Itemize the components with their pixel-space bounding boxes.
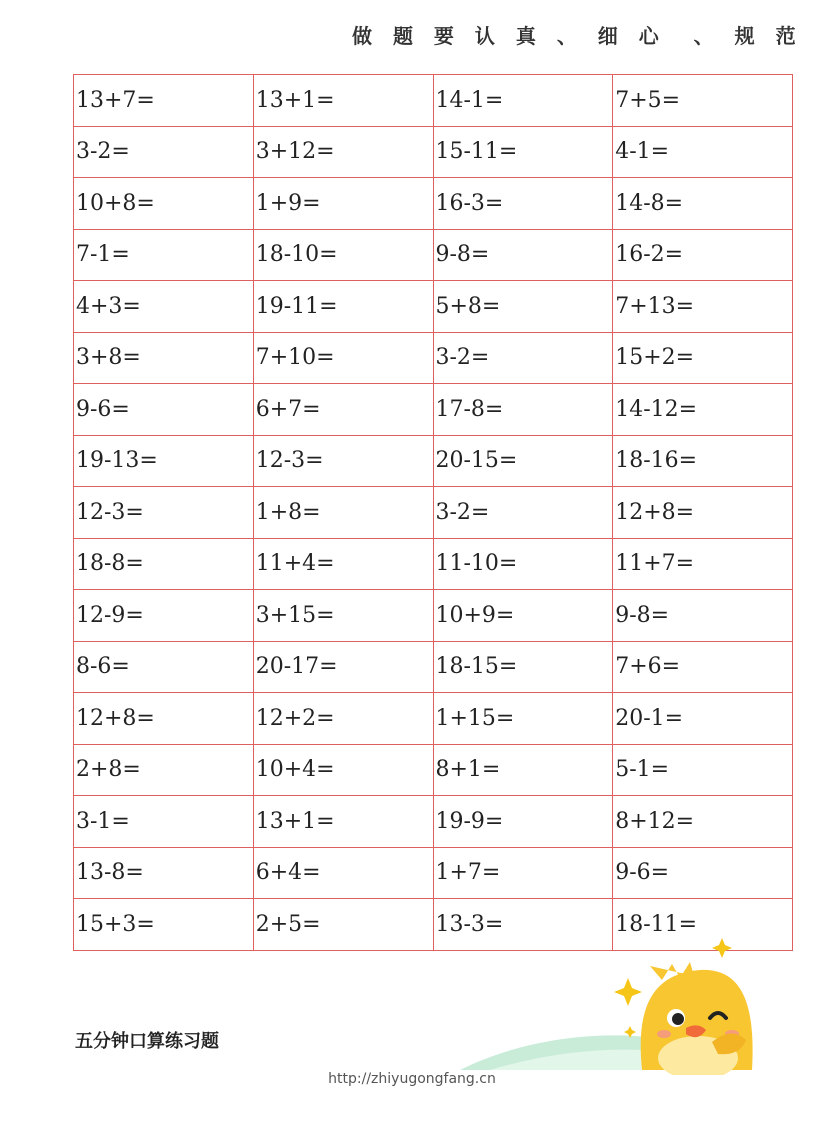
- problem-cell: 6+7=: [253, 384, 433, 436]
- table-row: [74, 126, 793, 178]
- table-row: [74, 384, 793, 436]
- footer-url: http://zhiyugongfang.cn: [328, 1071, 496, 1087]
- problem-cell: 8+1=: [433, 744, 613, 796]
- problem-cell: 5+8=: [433, 281, 613, 333]
- problem-cell: 16-2=: [613, 229, 793, 281]
- problem-cell: 4+3=: [74, 281, 254, 333]
- table-row: [74, 229, 793, 281]
- problem-cell: 12+8=: [613, 487, 793, 539]
- problem-cell: 12-3=: [74, 487, 254, 539]
- problem-cell: 6+4=: [253, 847, 433, 899]
- table-row: [74, 435, 793, 487]
- problem-cell: 1+7=: [433, 847, 613, 899]
- problem-cell: 12-9=: [74, 590, 254, 642]
- problem-cell: 14-1=: [433, 75, 613, 127]
- header-motto: 做 题 要 认 真 、 细 心 、 规 范: [352, 24, 803, 48]
- problem-cell: 18-16=: [613, 435, 793, 487]
- problem-cell: 9-8=: [613, 590, 793, 642]
- problem-cell: 1+15=: [433, 693, 613, 745]
- problem-cell: 4-1=: [613, 126, 793, 178]
- problem-cell: 3+8=: [74, 332, 254, 384]
- problem-cell: 18-11=: [613, 899, 793, 951]
- problem-cell: 8-6=: [74, 641, 254, 693]
- problem-cell: 7+6=: [613, 641, 793, 693]
- problem-cell: 13-8=: [74, 847, 254, 899]
- problem-cell: 19-9=: [433, 796, 613, 848]
- table-row: [74, 847, 793, 899]
- problem-cell: 1+8=: [253, 487, 433, 539]
- table-row: [74, 538, 793, 590]
- table-row: [74, 281, 793, 333]
- table-row: [74, 796, 793, 848]
- table-row: [74, 693, 793, 745]
- problem-cell: 10+4=: [253, 744, 433, 796]
- problem-cell: 10+8=: [74, 178, 254, 230]
- problem-cell: 15-11=: [433, 126, 613, 178]
- problem-cell: 5-1=: [613, 744, 793, 796]
- problem-cell: 12-3=: [253, 435, 433, 487]
- problem-cell: 13+1=: [253, 796, 433, 848]
- problem-cell: 9-6=: [613, 847, 793, 899]
- problem-cell: 13-3=: [433, 899, 613, 951]
- yellow-chick-mascot-icon: [450, 930, 770, 1075]
- problem-cell: 20-17=: [253, 641, 433, 693]
- table-row: [74, 641, 793, 693]
- problem-cell: 12+2=: [253, 693, 433, 745]
- problem-cell: 18-10=: [253, 229, 433, 281]
- problem-cell: 17-8=: [433, 384, 613, 436]
- problem-cell: 18-15=: [433, 641, 613, 693]
- table-row: [74, 487, 793, 539]
- problem-cell: 11+4=: [253, 538, 433, 590]
- arithmetic-worksheet-table: [73, 74, 793, 951]
- table-row: [74, 590, 793, 642]
- problem-cell: 19-11=: [253, 281, 433, 333]
- problem-cell: 9-6=: [74, 384, 254, 436]
- problem-cell: 7+13=: [613, 281, 793, 333]
- problem-cell: 11+7=: [613, 538, 793, 590]
- problem-cell: 19-13=: [74, 435, 254, 487]
- problem-cell: 3-2=: [433, 332, 613, 384]
- problem-cell: 8+12=: [613, 796, 793, 848]
- problem-cell: 15+2=: [613, 332, 793, 384]
- problem-cell: 18-8=: [74, 538, 254, 590]
- problem-cell: 14-12=: [613, 384, 793, 436]
- problem-cell: 20-1=: [613, 693, 793, 745]
- table-row: [74, 75, 793, 127]
- problem-cell: 3+15=: [253, 590, 433, 642]
- problem-cell: 15+3=: [74, 899, 254, 951]
- problem-cell: 7-1=: [74, 229, 254, 281]
- problem-cell: 7+5=: [613, 75, 793, 127]
- problem-cell: 9-8=: [433, 229, 613, 281]
- problem-cell: 3+12=: [253, 126, 433, 178]
- problem-cell: 13+1=: [253, 75, 433, 127]
- problem-cell: 20-15=: [433, 435, 613, 487]
- table-row: [74, 332, 793, 384]
- problem-cell: 2+8=: [74, 744, 254, 796]
- problem-cell: 7+10=: [253, 332, 433, 384]
- problem-cell: 14-8=: [613, 178, 793, 230]
- problem-cell: 3-2=: [433, 487, 613, 539]
- worksheet-title: 五分钟口算练习题: [75, 1031, 219, 1052]
- problem-cell: 2+5=: [253, 899, 433, 951]
- table-row: [74, 178, 793, 230]
- table-row: [74, 744, 793, 796]
- problem-cell: 1+9=: [253, 178, 433, 230]
- problem-cell: 12+8=: [74, 693, 254, 745]
- problem-cell: 11-10=: [433, 538, 613, 590]
- problem-cell: 16-3=: [433, 178, 613, 230]
- problem-cell: 3-1=: [74, 796, 254, 848]
- problem-cell: 10+9=: [433, 590, 613, 642]
- problem-cell: 3-2=: [74, 126, 254, 178]
- problem-cell: 13+7=: [74, 75, 254, 127]
